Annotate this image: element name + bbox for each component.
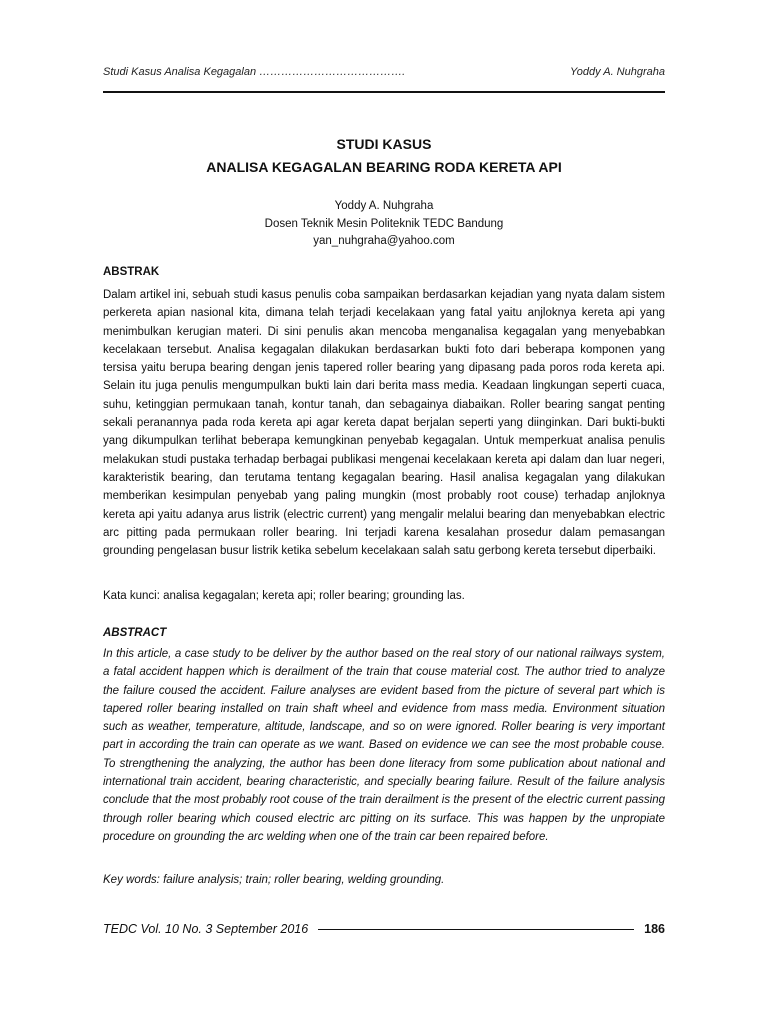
author-email: yan_nuhgraha@yahoo.com (313, 235, 455, 247)
abstract-body: In this article, a case study to be deliver by the author based on the real story of our national railways system, a fatal accident happen which is derailment of the train that couse material cost. The author tried to analyze the failure coused the accident. Failure analyses are evident based from the picture of several part which is tapered roller bearing installed on train shaft wheel and evidence from mass media. Environment situation such as weather, temperature, altitude, landscape, and so on were ignored. Roller bearing is very important part in according the train can operate as we want. Based on evidence we can see the most probable couse. To strengthening the analyzing, the author has been done literacy from some publication about national and international train accident, bearing characteristic, and specially bearing failure. Result of the failure analysis conclude that the most probably root couse of the train derailment is the present of the electric current passing through roller bearing which coused electric arc pitting on its surface. This was happen by the unpropiate procedure on grounding the arc welding when one of the train car been repaired before. (103, 648, 665, 843)
title-line-1: STUDI KASUS (336, 136, 432, 152)
footer-divider (318, 929, 634, 930)
running-header-title: Studi Kasus Analisa Kegagalan …………………………………. (103, 66, 406, 78)
kata-kunci: Kata kunci: analisa kegagalan; kereta api; roller bearing; grounding las. (103, 590, 465, 602)
author-info (100, 198, 668, 251)
author-affiliation: Dosen Teknik Mesin Politeknik TEDC Bandung (264, 217, 504, 230)
header-divider (103, 91, 665, 93)
paper-title (100, 133, 668, 179)
running-header-author: Yoddy A. Nuhgraha (570, 66, 665, 78)
author-name: Yoddy A. Nuhgraha (334, 200, 434, 212)
footer-journal: TEDC Vol. 10 No. 3 September 2016 (103, 922, 309, 936)
running-header (103, 66, 665, 78)
abstrak-heading: ABSTRAK (103, 266, 160, 278)
title-line-2: ANALISA KEGAGALAN BEARING RODA KERETA API (206, 159, 562, 175)
key-words: Key words: failure analysis; train; roller bearing, welding grounding. (103, 874, 445, 886)
abstract-heading: ABSTRACT (103, 627, 167, 639)
abstrak-body: Dalam artikel ini, sebuah studi kasus penulis coba sampaikan berdasarkan kejadian yang nyata dalam sistem perkereta apian nasional kita, dimana telah terjadi kecelakaan yang fatal yaitu anjloknya kereta api yang menimbulkan kerugian materi. Di sini penulis akan mencoba menganalisa kegagalan yang menyebabkan kecelakaan tersebut. Analisa kegagalan dilakukan berdasarkan bukti foto dari beberapa komponen yang tersisa yaitu berupa bearing dengan jenis tapered roller bearing yang dipasang pada poros roda kereta api. Selain itu juga penulis mengumpulkan bukti lain dari berita mass media. Keadaan lingkungan seperti cuaca, suhu, ketinggian permukaan tanah, kontur tanah, dan sebagainya diabaikan. Roller bearing sangat penting sekali peranannya pada roda kereta api agar kereta dapat berjalan seperti yang diinginkan. Dari bukti-bukti yang dikumpulkan terlihat beberapa kemungkinan penyebab kegagalan. Untuk memperkuat analisa penulis melakukan studi pustaka terhadap berbagai publikasi mengenai kecelakaan kereta api dalam dan luar negeri, karakteristik bearing, dan terutama tentang kegagalan bearing. Hasil analisa kegagalan yang dilakukan memberikan kesimpulan penyebab yang paling mungkin (most probably root couse) terhadap anjloknya kereta api yaitu adanya arus listrik (electric current) yang mengalir melalui bearing dan menyebabkan electric arc pitting pada permukaan roller bearing. Ini terjadi karena kesalahan prosedur dalam pemasangan grounding pengelasan busur listrik ketika sebelum kecelakaan salah satu gerbong kereta tersebut diperbaiki. (103, 289, 665, 558)
page-footer (103, 922, 665, 936)
page-number: 186 (644, 922, 665, 936)
